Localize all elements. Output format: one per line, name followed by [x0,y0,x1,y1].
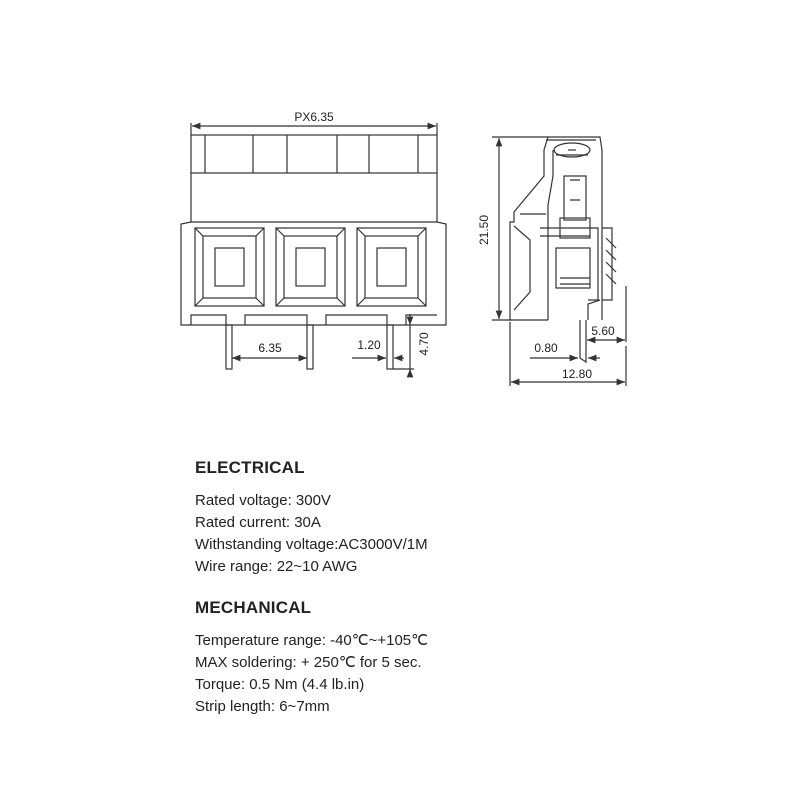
height-dimension [492,137,548,320]
mechanical-spec-list [195,630,480,718]
pitch-dimension [191,123,437,135]
depth-label: 12.80 [561,367,593,381]
side-view [492,137,626,386]
rated-voltage: Rated voltage: 300V [195,492,331,509]
pin-width-label: 1.20 [357,338,381,352]
front-view [181,123,446,376]
offset-label: 5.60 [591,324,615,338]
pin-length-label: 4.70 [417,332,431,356]
side-pin [580,320,586,362]
wire-entry-2 [276,228,345,306]
spacing-label: 6.35 [258,341,282,355]
temperature-range: Temperature range: -40℃~+105℃ [195,632,428,649]
pin-length-dimension [393,314,414,376]
top-strip [191,135,437,173]
torque: Torque: 0.5 Nm (4.4 lb.in) [195,676,365,693]
wire-entry-3 [357,228,426,306]
pitch-label: PX6.35 [294,110,334,124]
wire-range: Wire range: 22~10 AWG [195,558,358,575]
height-label: 21.50 [477,214,491,246]
pin-dim-label: 0.80 [534,341,558,355]
max-soldering: MAX soldering: + 250℃ for 5 sec. [195,654,422,671]
side-housing [510,137,616,320]
electrical-heading: ELECTRICAL [195,458,305,477]
strip-length: Strip length: 6~7mm [195,698,330,715]
electrical-spec-list [195,490,480,578]
withstanding-voltage: Withstanding voltage:AC3000V/1M [195,536,428,553]
specifications [195,458,480,738]
mechanical-heading: MECHANICAL [195,598,312,617]
wire-entry-1 [195,228,264,306]
rated-current: Rated current: 30A [195,514,321,531]
